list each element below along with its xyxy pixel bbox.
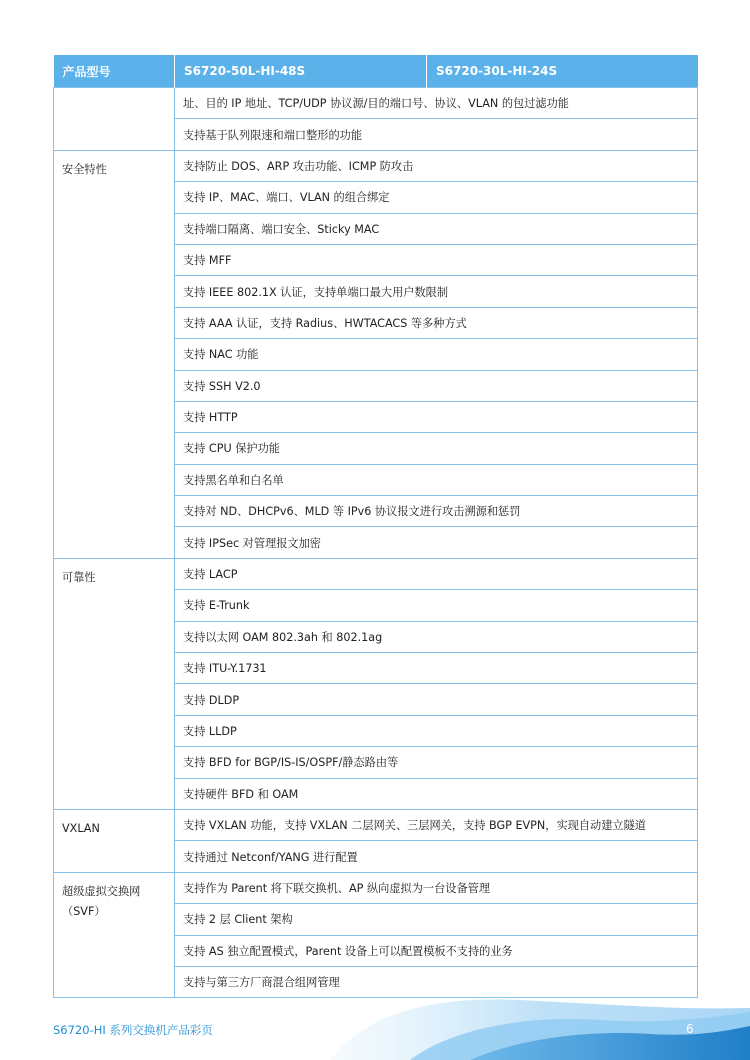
feature-cell: 支持作为 Parent 将下联交换机、AP 纵向虚拟为一台设备管理 bbox=[175, 872, 698, 903]
category-cell: 可靠性 bbox=[54, 558, 175, 809]
feature-cell: 支持端口隔离、端口安全、Sticky MAC bbox=[175, 213, 698, 244]
header-model-24s: S6720-30L-HI-24S bbox=[427, 55, 698, 88]
header-product-model: 产品型号 bbox=[54, 55, 175, 88]
feature-cell: 支持 LLDP bbox=[175, 715, 698, 746]
feature-cell: 支持 AAA 认证，支持 Radius、HWTACACS 等多种方式 bbox=[175, 307, 698, 338]
spec-table bbox=[53, 55, 698, 998]
feature-cell: 支持防止 DOS、ARP 攻击功能、ICMP 防攻击 bbox=[175, 150, 698, 181]
feature-cell: 支持 NAC 功能 bbox=[175, 339, 698, 370]
feature-cell: 支持 E-Trunk bbox=[175, 590, 698, 621]
page-number: 6 bbox=[686, 1022, 694, 1036]
feature-cell: 支持 AS 独立配置模式，Parent 设备上可以配置模板不支持的业务 bbox=[175, 935, 698, 966]
feature-cell: 址、目的 IP 地址、TCP/UDP 协议源/目的端口号、协议、VLAN 的包过滤功能 bbox=[175, 88, 698, 119]
feature-cell: 支持黑名单和白名单 bbox=[175, 464, 698, 495]
feature-cell: 支持通过 Netconf/YANG 进行配置 bbox=[175, 841, 698, 872]
table-row bbox=[54, 809, 698, 840]
category-cell bbox=[54, 88, 175, 151]
feature-cell: 支持 DLDP bbox=[175, 684, 698, 715]
category-cell: 超级虚拟交换网（SVF） bbox=[54, 872, 175, 998]
feature-cell: 支持 CPU 保护功能 bbox=[175, 433, 698, 464]
feature-cell: 支持 VXLAN 功能，支持 VXLAN 二层网关、三层网关，支持 BGP EVPN，实现自动建立隧道 bbox=[175, 809, 698, 840]
feature-cell: 支持对 ND、DHCPv6、MLD 等 IPv6 协议报文进行攻击溯源和惩罚 bbox=[175, 496, 698, 527]
feature-cell: 支持 IEEE 802.1X 认证，支持单端口最大用户数限制 bbox=[175, 276, 698, 307]
feature-cell: 支持 ITU-Y.1731 bbox=[175, 653, 698, 684]
table-header-row bbox=[54, 55, 698, 88]
feature-cell: 支持硬件 BFD 和 OAM bbox=[175, 778, 698, 809]
feature-cell: 支持基于队列限速和端口整形的功能 bbox=[175, 119, 698, 150]
footer-doc-title: S6720-HI 系列交换机产品彩页 bbox=[53, 1023, 213, 1037]
feature-cell: 支持以太网 OAM 802.3ah 和 802.1ag bbox=[175, 621, 698, 652]
category-cell: VXLAN bbox=[54, 809, 175, 872]
feature-cell: 支持 HTTP bbox=[175, 401, 698, 432]
feature-cell: 支持与第三方厂商混合组网管理 bbox=[175, 966, 698, 997]
feature-cell: 支持 LACP bbox=[175, 558, 698, 589]
table-row bbox=[54, 88, 698, 119]
feature-cell: 支持 SSH V2.0 bbox=[175, 370, 698, 401]
feature-cell: 支持 BFD for BGP/IS-IS/OSPF/静态路由等 bbox=[175, 747, 698, 778]
feature-cell: 支持 IPSec 对管理报文加密 bbox=[175, 527, 698, 558]
feature-cell: 支持 IP、MAC、端口、VLAN 的组合绑定 bbox=[175, 182, 698, 213]
category-cell: 安全特性 bbox=[54, 150, 175, 558]
table-body bbox=[54, 88, 698, 998]
table-row bbox=[54, 872, 698, 903]
feature-cell: 支持 2 层 Client 架构 bbox=[175, 904, 698, 935]
feature-cell: 支持 MFF bbox=[175, 244, 698, 275]
table-row bbox=[54, 558, 698, 589]
table-row bbox=[54, 150, 698, 181]
header-model-48s: S6720-50L-HI-48S bbox=[175, 55, 427, 88]
